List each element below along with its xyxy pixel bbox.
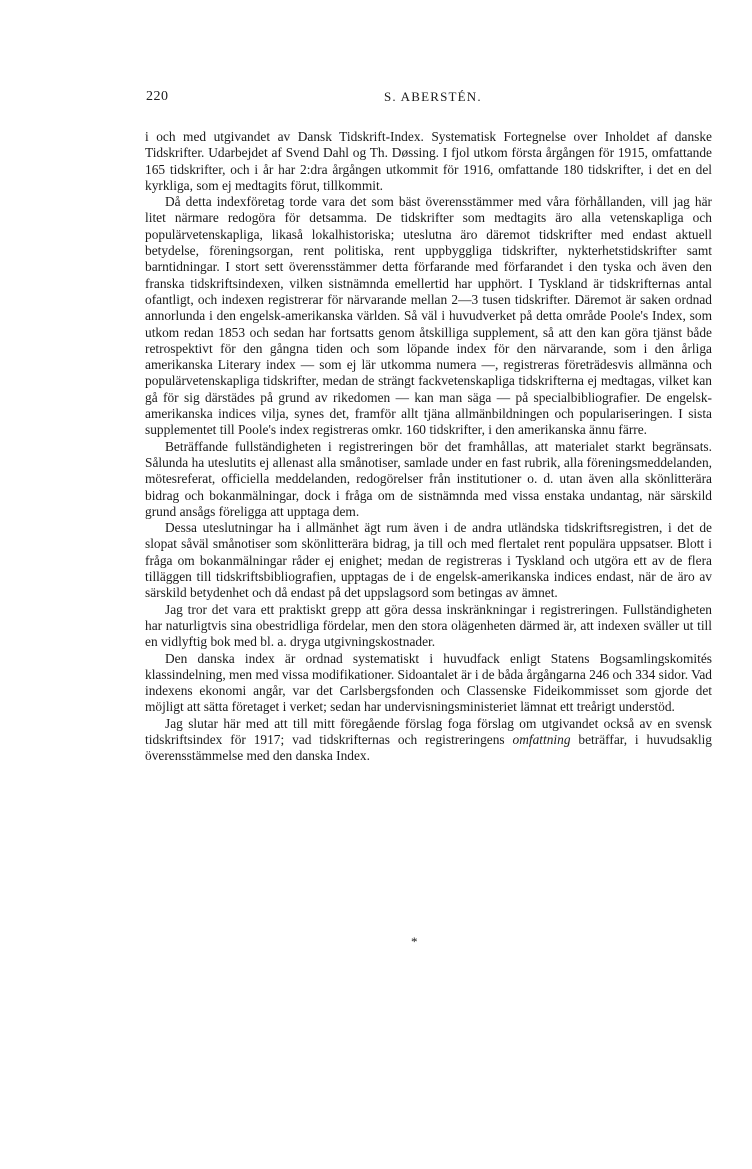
paragraph-7-emphasis: omfattning [512, 731, 571, 747]
paragraph-5: Jag tror det vara ett praktiskt grepp att göra dessa inskränkningar i registreringen. Fullständigheten har naturligtvis sina obestridliga fördelar, men den stora olägenheten därmed är, att indexen sväller ut till en vidlyftig bok med bl. a. dryga utgivningskostnader. [145, 601, 712, 650]
page-number: 220 [146, 89, 169, 104]
paragraph-4: Dessa uteslutningar ha i allmänhet ägt rum även i de andra utländska tidskriftsregistren, i det de slopat såväl smånotiser som skönlitterära bidrag, ja till och med flertalet rent populära uppsatser. Blott i fråga om bokanmälningar råder ej enighet; medan de registreras i Tyskland och utgöra ett av de flera tilläggen till tidskriftsbibliografien, upptagas de i de engelsk-amerikanska indices endast, när de äro av särskild betydenhet och då endast på det uppslagsord som betingas av ämnet. [145, 520, 712, 601]
page-header [146, 89, 712, 109]
paragraph-1: i och med utgivandet av Dansk Tidskrift-Index. Systematisk Fortegnelse over Inholdet af danske Tidskrifter. Udarbejdet af Svend Dahl og Th. Døssing. I fjol utkom första årgången för 1915, omfattande 165 tidskrifter, och i år har 2:dra årgången utkommit för 1916, omfattande 180 tidskrifter, i det en del kyrkliga, som ej medtagits förut, tillkommit. [145, 129, 712, 193]
body-text [145, 129, 712, 765]
section-end-asterisk: * [411, 934, 418, 949]
running-head: S. ABERSTÉN. [384, 89, 482, 104]
paragraph-2: Då detta indexföretag torde vara det som bäst överensstämmer med våra förhållanden, vill jag här litet närmare redogöra för detsamma. De tidskrifter som medtagits äro alla vetenskapliga och populärvetenskapliga, likaså lokalhistoriska; uteslutna äro däremot tidskrifter med endast aktuell betydelse, föreningsorgan, rent politiska, rent uppbyggliga tidskrifter, nykterhetstidskrifter samt barntidningar. I stort sett överensstämmer detta förfarande med förfarandet i den tyska och även den franska tidskriftsindexen, vilken sistnämnda emellertid har upphört. I Tyskland är tidskrifternas antal ofantligt, och indexen registrerar för närvarande mellan 2—3 tusen tidskrifter. Däremot är saken ordnad annorlunda i den engelsk-amerikanska världen. Så väl i huvudverket på detta område Poole's Index, som utkom redan 1853 och sedan har fortsatts genom åtskilliga supplement, så att den kan göra tjänst både retrospektivt för den gångna tiden och som löpande index för den närvarande, som i den årliga amerikanska Literary index — som ej lär utkomma numera —, registreras företrädesvis allmänna och populärvetenskapliga tidskrifter, medan de strängt fackvetenskapliga tidskrifterna ej medtagas, vilket kan gå för sig därstädes på grund av rikedomen — kan man säga — på specialbibliografier. De engelsk-amerikanska indices vilja, synes det, framför allt tjäna allmänbildningen och populariseringen. I sista supplementet till Poole's index registreras omkr. 160 tidskrifter, i den amerikanska ännu färre. [145, 194, 712, 438]
paragraph-7-text-before: Jag slutar här med att till mitt föregående förslag foga förslag om utgivandet också av en svensk tidskriftsindex för 1917; vad tidskrifternas och registreringens [145, 715, 712, 747]
paragraph-7-text-after: beträffar, i huvudsaklig överensstämmelse med den danska Index. [145, 731, 712, 764]
paragraph-7 [145, 716, 712, 765]
paragraph-3: Beträffande fullständigheten i registreringen bör det framhållas, att materialet starkt begränsats. Sålunda ha uteslutits ej allenast alla smånotiser, samlade under en fast rubrik, alla föreningsmeddelanden, mötesreferat, officiella meddelanden, redogörelser från institutioner o. d. utan även alla skönlitterära bidrag och bokanmälningar, dock i fråga om de sistnämnda med vissa enstaka undantag, när särskild grund ansågs föreligga att upptaga dem. [145, 438, 712, 519]
paragraph-6: Den danska index är ordnad systematiskt i huvudfack enligt Statens Bogsamlingskomités klassindelning, men med vissa modifikationer. Sidoantalet är i de båda årgångarna 246 och 334 sidor. Vad indexens ekonomi angår, var det Carlsbergsfonden och Classenske Fideikommisset som gjorde det möjligt att sätta företaget i verket; sedan har undervisningsministeriet lämnat ett treårigt understöd. [145, 650, 712, 715]
